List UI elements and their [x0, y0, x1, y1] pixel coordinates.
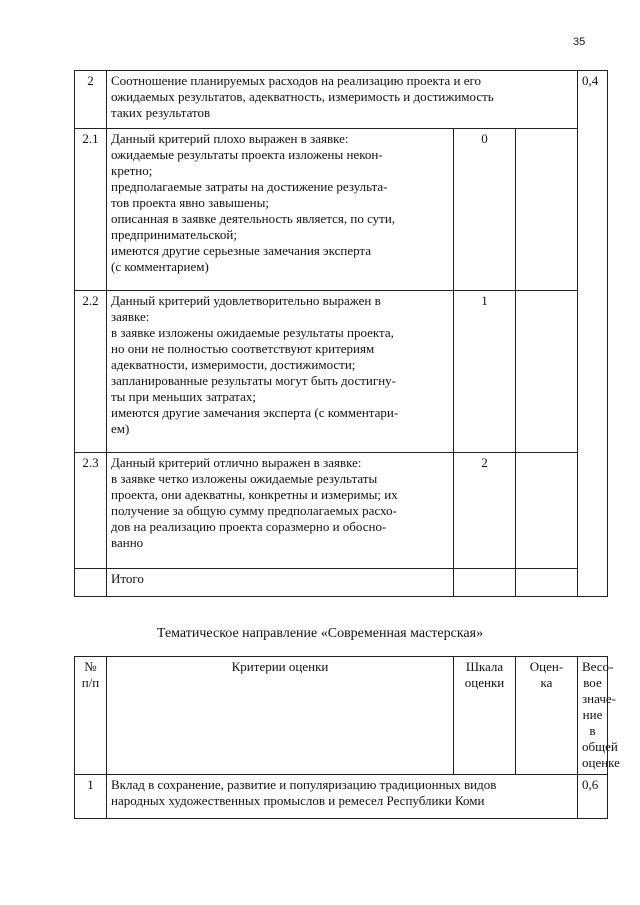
criteria-line: Данный критерий удовлетворительно выражен в: [111, 293, 381, 308]
header-line: ние в: [582, 707, 603, 738]
weight-cell: 0,4: [578, 71, 608, 597]
criteria-line: ванно: [111, 535, 144, 550]
criteria-line: в заявке четко изложены ожидаемые результаты: [111, 471, 378, 486]
criteria-table-2: [74, 656, 620, 819]
criteria-line: но они не полностью соответствуют критериям: [111, 341, 375, 356]
score-cell: [516, 453, 578, 569]
row-number: 2: [75, 71, 107, 129]
scale-cell: 0: [454, 129, 516, 291]
row-number: 2.1: [75, 129, 107, 291]
table-row: [75, 453, 608, 569]
header-line: Весо-: [582, 659, 614, 674]
criteria-line: заявке:: [111, 309, 150, 324]
criteria-line: описанная в заявке деятельность является, по сути,: [111, 211, 396, 226]
criteria-cell: [107, 453, 454, 569]
criteria-cell: [107, 71, 578, 129]
criteria-line: народных художественных промыслов и ремесел Республики Коми: [111, 793, 485, 808]
criteria-line: Данный критерий плохо выражен в заявке:: [111, 131, 349, 146]
row-number: 1: [75, 775, 107, 819]
row-number: [75, 569, 107, 597]
total-label: Итого: [107, 569, 454, 597]
criteria-cell: [107, 775, 578, 819]
header-line: ка: [540, 675, 553, 690]
table-row: [75, 129, 608, 291]
criteria-line: ожидаемые результаты проекта изложены некон-: [111, 147, 383, 162]
criteria-line: таких результатов: [111, 105, 211, 120]
criteria-line: адекватности, измеримости, достижимости;: [111, 357, 356, 372]
criteria-line: (с комментарием): [111, 259, 209, 274]
scale-cell: [454, 569, 516, 597]
section-heading: Тематическое направление «Современная мастерская»: [156, 626, 484, 641]
criteria-line: дов на реализацию проекта соразмерно и обосно-: [111, 519, 387, 534]
header-line: вое: [583, 675, 602, 690]
criteria-line: имеются другие замечания эксперта (с комментари-: [111, 405, 399, 420]
criteria-line: тов проекта явно завышены;: [111, 195, 269, 210]
criteria-line: ты при меньших затратах;: [111, 389, 256, 404]
header-line: оценки: [464, 675, 505, 690]
scale-cell: 2: [454, 453, 516, 569]
header-scale: [454, 657, 516, 775]
criteria-line: получение за общую сумму предполагаемых расхо-: [111, 503, 397, 518]
criteria-line: Данный критерий отлично выражен в заявке:: [111, 455, 362, 470]
header-num: [75, 657, 107, 775]
criteria-cell: [107, 129, 454, 291]
criteria-line: предполагаемые затраты на достижение результа-: [111, 179, 388, 194]
row-number: 2.2: [75, 291, 107, 453]
criteria-line: кретно;: [111, 163, 153, 178]
criteria-line: Соотношение планируемых расходов на реализацию проекта и его: [111, 73, 482, 88]
table-row: [75, 569, 608, 597]
criteria-line: проекта, они адекватны, конкретны и измеримы; их: [111, 487, 398, 502]
score-cell: [516, 569, 578, 597]
header-line: значе-: [582, 691, 616, 706]
criteria-line: Вклад в сохранение, развитие и популяризацию традиционных видов: [111, 777, 497, 792]
table-row: [75, 71, 608, 129]
table-row: [75, 775, 608, 819]
row-number: 2.3: [75, 453, 107, 569]
header-line: №: [84, 659, 97, 674]
table-row: [75, 291, 608, 453]
header-criteria: Критерии оценки: [107, 657, 454, 775]
score-cell: [516, 129, 578, 291]
criteria-table-1: [74, 70, 608, 597]
header-weight: [578, 657, 620, 775]
header-line: общей: [582, 739, 618, 754]
score-cell: [516, 291, 578, 453]
weight-cell: 0,6: [578, 775, 608, 819]
header-line: Шкала: [465, 659, 504, 674]
table-header-row: [75, 657, 608, 775]
header-line: п/п: [81, 675, 100, 690]
header-line: оценке: [582, 755, 620, 770]
header-score: [516, 657, 578, 775]
page-number: 35: [573, 36, 586, 48]
criteria-cell: [107, 291, 454, 453]
criteria-line: имеются другие серьезные замечания эксперта: [111, 243, 372, 258]
criteria-line: предпринимательской;: [111, 227, 237, 242]
criteria-line: ем): [111, 421, 130, 436]
criteria-line: запланированные результаты могут быть достигну-: [111, 373, 397, 388]
scale-cell: 1: [454, 291, 516, 453]
header-line: Оцен-: [529, 659, 564, 674]
criteria-line: в заявке изложены ожидаемые результаты проекта,: [111, 325, 394, 340]
criteria-line: ожидаемых результатов, адекватность, измеримость и достижимость: [111, 89, 494, 104]
